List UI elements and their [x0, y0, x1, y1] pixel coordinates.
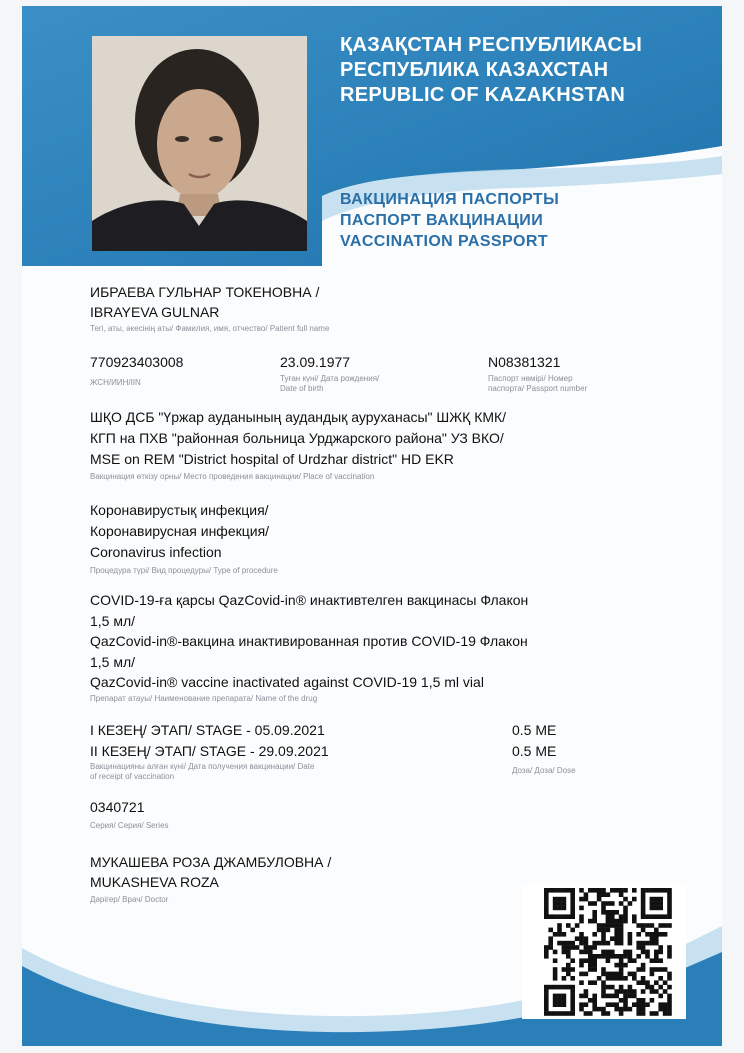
- dose-label: Доза/ Доза/ Dose: [512, 766, 576, 775]
- stage-2: II КЕЗЕҢ/ ЭТАП/ STAGE - 29.09.2021: [90, 743, 329, 759]
- passport-label-2: паспорта/ Passport number: [488, 384, 588, 393]
- drug-label: Препарат атауы/ Наименование препарата/ Name of the drug: [90, 694, 318, 703]
- date-label-2: of receipt of vaccination: [90, 772, 175, 781]
- procedure-line-3: Coronavirus infection: [90, 544, 222, 560]
- patient-name-en: IBRAYEVA GULNAR: [90, 304, 220, 320]
- country-title-kz: ҚАЗАҚСТАН РЕСПУБЛИКАСЫ: [340, 34, 643, 56]
- patient-name-ru: ИБРАЕВА ГУЛЬНАР ТОКЕНОВНА /: [90, 284, 320, 300]
- dob-label-1: Туған күні/ Дата рождения/: [280, 374, 380, 383]
- doc-title-kz: ВАКЦИНАЦИЯ ПАСПОРТЫ: [340, 191, 560, 208]
- portrait-photo: [92, 36, 307, 251]
- stage-1: I КЕЗЕҢ/ ЭТАП/ STAGE - 05.09.2021: [90, 722, 325, 738]
- doc-title-en: VACCINATION PASSPORT: [340, 233, 549, 250]
- procedure-line-1: Коронавирустық инфекция/: [90, 502, 269, 518]
- date-label-1: Вакцинацияны алған күні/ Дата получения вакцинации/ Date: [90, 762, 315, 771]
- series-label: Серия/ Серия/ Series: [90, 821, 169, 830]
- iin-label: ЖСН/ИИН/IIN: [90, 378, 141, 387]
- country-title-ru: РЕСПУБЛИКА КАЗАХСТАН: [340, 59, 609, 81]
- passport-label-1: Паспорт нөмірі/ Номер: [488, 374, 573, 383]
- drug-line-3: QazCovid-in®-вакцина инактивированная против COVID-19 Флакон: [90, 633, 528, 649]
- doctor-label: Дәрігер/ Врач/ Doctor: [90, 895, 169, 904]
- vaccination-passport: [22, 6, 722, 1046]
- dob-label-2: Date of birth: [280, 384, 324, 393]
- procedure-label: Процедура түрі/ Вид процедуры/ Type of procedure: [90, 566, 278, 575]
- doctor-name-en: MUKASHEVA ROZA: [90, 874, 219, 890]
- place-line-3: MSE on REM "District hospital of Urdzhar district" HD EKR: [90, 451, 454, 467]
- drug-line-5: QazCovid-in® vaccine inactivated against COVID-19 1,5 ml vial: [90, 674, 484, 690]
- series-value: 0340721: [90, 799, 145, 815]
- procedure-line-2: Коронавирусная инфекция/: [90, 523, 270, 539]
- place-label: Вакцинация өткізу орны/ Место проведения вакцинации/ Place of vaccination: [90, 472, 375, 481]
- country-title-en: REPUBLIC OF KAZAKHSTAN: [340, 84, 626, 106]
- place-line-1: ШҚО ДСБ "Үржар ауданының аудандық ауруханасы" ШЖҚ КМК/: [90, 409, 507, 425]
- drug-line-1: COVID-19-ға қарсы QazCovid-in® инактивтелген вакцинасы Флакон: [90, 592, 529, 608]
- drug-line-2: 1,5 мл/: [90, 613, 136, 629]
- patient-iin: 770923403008: [90, 354, 184, 370]
- qr-code: [522, 884, 686, 1019]
- patient-name-label: Тегі, аты, әкесінің аты/ Фамилия, имя, отчество/ Patient full name: [90, 324, 330, 333]
- dose-1: 0.5 МЕ: [512, 722, 557, 738]
- dose-2: 0.5 МЕ: [512, 743, 557, 759]
- drug-line-4: 1,5 мл/: [90, 654, 136, 670]
- place-line-2: КГП на ПХВ "районная больница Урджарского района" УЗ ВКО/: [90, 430, 504, 446]
- passport-number: N08381321: [488, 354, 561, 370]
- patient-dob: 23.09.1977: [280, 354, 351, 370]
- doc-title-ru: ПАСПОРТ ВАКЦИНАЦИИ: [340, 212, 544, 229]
- doctor-name-ru: МУКАШЕВА РОЗА ДЖАМБУЛОВНА /: [90, 854, 332, 870]
